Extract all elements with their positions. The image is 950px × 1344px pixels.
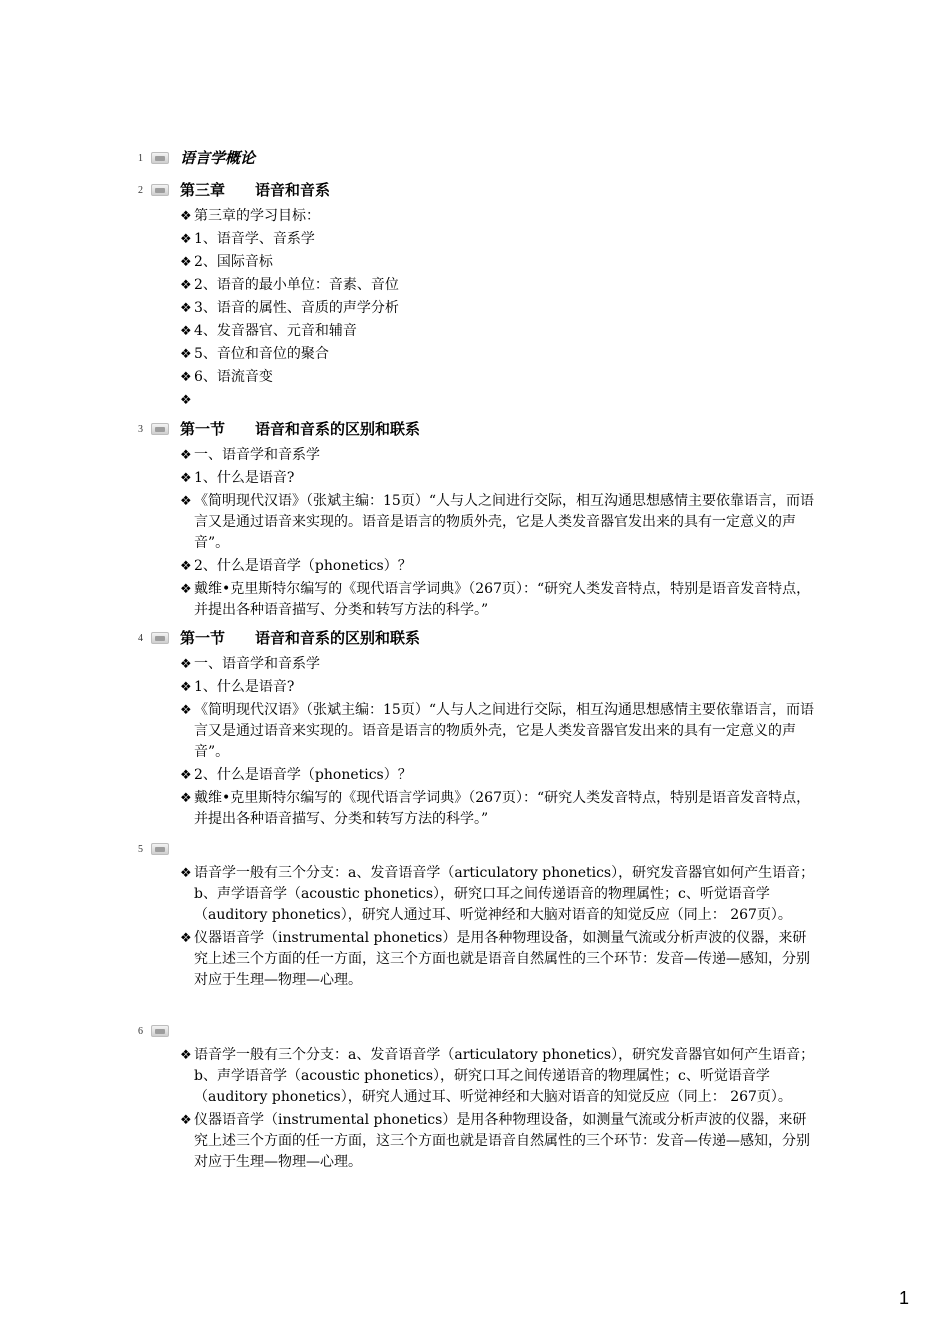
- bullet-item: ❖ 2、国际音标: [180, 252, 820, 273]
- bullet-item: ❖ 1、什么是语音?: [180, 677, 820, 698]
- slide-thumbnail-icon: [151, 152, 169, 164]
- bullet-icon: ❖: [180, 278, 192, 293]
- bullet-icon: ❖: [180, 209, 192, 224]
- bullet-list: [180, 1045, 820, 1175]
- bullet-icon: ❖: [180, 559, 192, 574]
- bullet-item: ❖ 一、语音学和音系学: [180, 654, 820, 675]
- bullet-icon: ❖: [180, 301, 192, 316]
- slide-thumbnail-icon: [151, 632, 169, 644]
- bullet-icon: ❖: [180, 1113, 192, 1128]
- bullet-icon: ❖: [180, 582, 192, 597]
- slide-number: 6: [138, 1026, 143, 1037]
- slide-number: 1: [138, 153, 143, 164]
- bullet-icon: ❖: [180, 791, 192, 806]
- bullet-item: ❖ 《简明现代汉语》（张斌主编：15页）“人与人之间进行交际，相互沟通思想感情主要依靠语言，而语言又是通过语音来实现的。语音是语言的物质外壳，它是人类发音器官发出来的具有一定意义的声音”。: [180, 493, 814, 551]
- bullet-item: ❖ 仪器语音学（instrumental phonetics）是用各种物理设备，如测量气流或分析声波的仪器，来研究上述三个方面的任一方面，这三个方面也就是语音自然属性的三个环节：发音—传递—感知，分别对应于生理—物理—心理。: [180, 930, 810, 988]
- bullet-icon: ❖: [180, 931, 192, 946]
- bullet-icon: ❖: [180, 255, 192, 270]
- bullet-item: ❖ 《简明现代汉语》（张斌主编：15页）“人与人之间进行交际，相互沟通思想感情主要依靠语言，而语言又是通过语音来实现的。语音是语言的物质外壳，它是人类发音器官发出来的具有一定意义的声音”。: [180, 702, 814, 760]
- bullet-item: ❖ 第三章的学习目标：: [180, 206, 820, 227]
- slide-number: 3: [138, 424, 143, 435]
- slide-thumbnail-icon: [151, 184, 169, 196]
- bullet-icon: ❖: [180, 768, 192, 783]
- bullet-icon: ❖: [180, 703, 192, 718]
- bullet-icon: ❖: [180, 448, 192, 463]
- bullet-icon: ❖: [180, 1048, 192, 1063]
- bullet-icon: ❖: [180, 680, 192, 695]
- bullet-icon: ❖: [180, 494, 192, 509]
- bullet-icon: ❖: [180, 471, 192, 486]
- bullet-item: ❖ 1、什么是语音?: [180, 468, 820, 489]
- bullet-list: [180, 863, 820, 993]
- slide-thumbnail-icon: [151, 423, 169, 435]
- slide-thumbnail-icon: [151, 1025, 169, 1037]
- bullet-item: ❖ 5、音位和音位的聚合: [180, 344, 820, 365]
- bullet-item: ❖ 仪器语音学（instrumental phonetics）是用各种物理设备，如测量气流或分析声波的仪器，来研究上述三个方面的任一方面，这三个方面也就是语音自然属性的三个环节：发音—传递—感知，分别对应于生理—物理—心理。: [180, 1112, 810, 1170]
- bullet-item: ❖ 语音学一般有三个分支：a、发音语音学（articulatory phonetics），研究发音器官如何产生语音；b、声学语音学（acoustic phonetics），研究口耳之间传递语音的物理属性；c、听觉语音学（auditory phonetics），研究人通过耳、听觉神经和大脑对语音的知觉反应（同上： 267页）。: [180, 865, 815, 923]
- bullet-icon: ❖: [180, 866, 192, 881]
- slide-number: 4: [138, 633, 143, 644]
- slide-title: 第三章 语音和音系: [180, 181, 331, 199]
- bullet-icon: ❖: [180, 657, 192, 672]
- bullet-item: ❖ 2、语音的最小单位：音素、音位: [180, 275, 820, 296]
- bullet-item: ❖ 6、语流音变: [180, 367, 820, 388]
- bullet-icon: ❖: [180, 370, 192, 385]
- bullet-item: ❖ 戴维•克里斯特尔编写的《现代语言学词典》（267页）：“研究人类发音特点，特别是语音发音特点，并提出各种语音描写、分类和转写方法的科学。”: [180, 581, 811, 618]
- bullet-item: ❖ 2、什么是语音学（phonetics）？: [180, 556, 820, 577]
- slide-thumbnail-icon: [151, 843, 169, 855]
- slide-title: 语言学概论: [180, 149, 256, 167]
- bullet-list: [180, 445, 820, 623]
- bullet-list: [180, 206, 820, 408]
- bullet-item: ❖ 1、语音学、音系学: [180, 229, 820, 250]
- bullet-icon: ❖: [180, 324, 192, 339]
- bullet-item: ❖ 一、语音学和音系学: [180, 445, 820, 466]
- slide-number: 5: [138, 844, 143, 855]
- bullet-icon: ❖: [180, 347, 192, 362]
- bullet-item: ❖ 3、语音的属性、音质的声学分析: [180, 298, 820, 319]
- slide-title: 第一节 语音和音系的区别和联系: [180, 629, 421, 647]
- bullet-item: ❖ 语音学一般有三个分支：a、发音语音学（articulatory phonetics），研究发音器官如何产生语音；b、声学语音学（acoustic phonetics），研究口耳之间传递语音的物理属性；c、听觉语音学（auditory phonetics），研究人通过耳、听觉神经和大脑对语音的知觉反应（同上： 267页）。: [180, 1047, 815, 1105]
- bullet-item: ❖ 戴维•克里斯特尔编写的《现代语言学词典》（267页）：“研究人类发音特点，特别是语音发音特点，并提出各种语音描写、分类和转写方法的科学。”: [180, 790, 811, 827]
- page-number: 1: [899, 1288, 910, 1308]
- bullet-list: [180, 654, 820, 832]
- bullet-icon: ❖: [180, 232, 192, 247]
- bullet-item: ❖ 4、发音器官、元音和辅音: [180, 321, 820, 342]
- slide-number: 2: [138, 185, 143, 196]
- slide-title: 第一节 语音和音系的区别和联系: [180, 420, 421, 438]
- bullet-item: ❖ 2、什么是语音学（phonetics）？: [180, 765, 820, 786]
- bullet-icon: ❖: [180, 393, 192, 408]
